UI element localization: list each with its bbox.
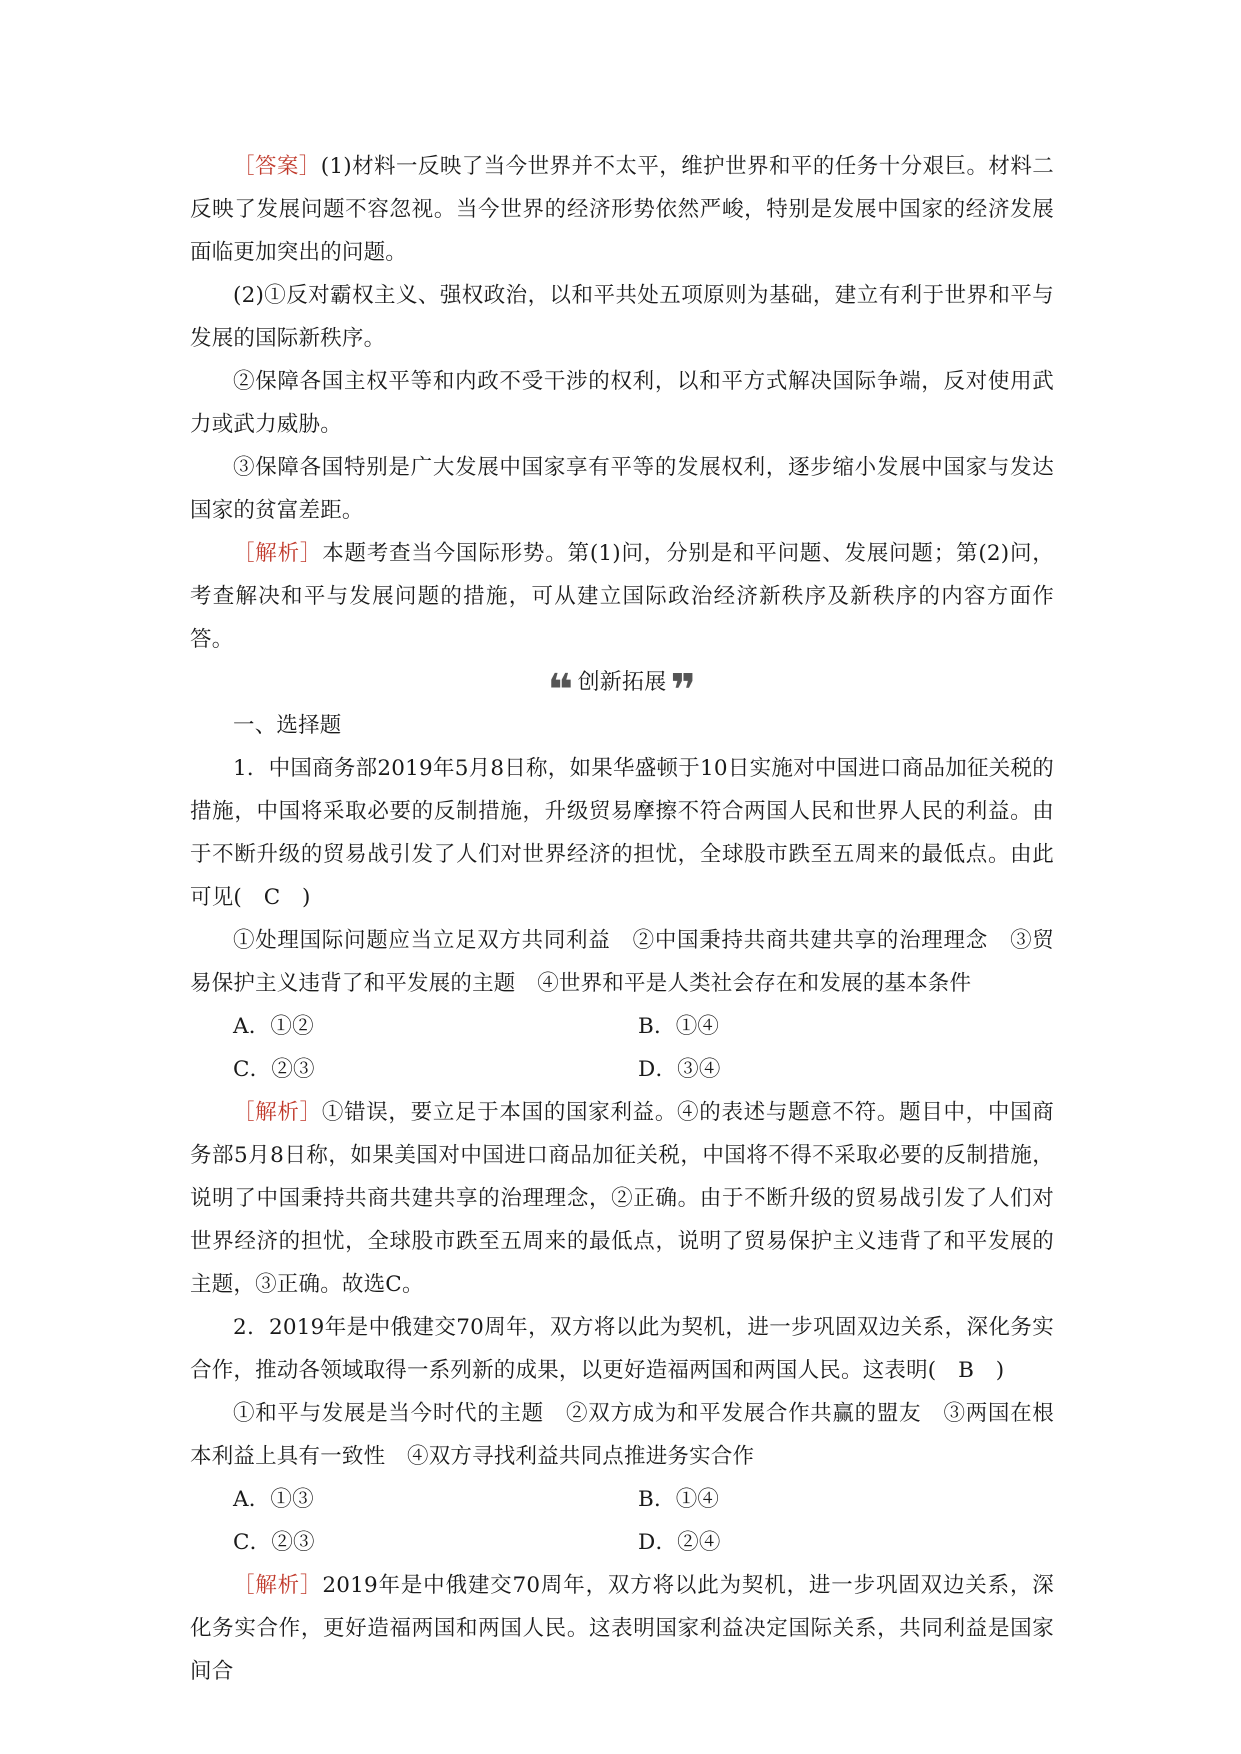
q1-analysis: ［解析］①错误，要立足于本国的国家利益。④的表述与题意不符。题目中，中国商务部5月8日称，如果美国对中国进口商品加征关税，中国将不得不采取必要的反制措施，说明了中国秉持共商共建共享的治理理念，②正确。由于不断升级的贸易战引发了人们对世界经济的担忧，全球股市跌至五周来的最低点，说明了贸易保护主义违背了和平发展的主题，③正确。故选C。 — [190, 1100, 1054, 1297]
answer-part2-b: ②保障各国主权平等和内政不受干涉的权利，以和平方式解决国际争端，反对使用武力或武力威胁。 — [190, 369, 1054, 437]
answer-tag: ［答案］ — [233, 154, 321, 179]
q1-option-b: B．①④ — [638, 1014, 720, 1039]
q1-options-row-2 — [190, 1048, 1054, 1091]
q2-option-a: A．①③ — [233, 1487, 314, 1512]
q2-option-d: D．②④ — [638, 1530, 721, 1555]
analysis-paragraph: ［解析］本题考查当今国际形势。第(1)问，分别是和平问题、发展问题；第(2)问，考查解决和平与发展问题的措施，可从建立国际政治经济新秩序及新秩序的内容方面作答。 — [190, 541, 1054, 652]
q2-options-row-2 — [190, 1521, 1054, 1564]
q2-option-c: C．②③ — [233, 1530, 315, 1555]
close-quote-icon: ❞ — [670, 665, 697, 716]
q2-analysis-tag: ［解析］ — [233, 1573, 323, 1598]
q2-statements: ①和平与发展是当今时代的主题 ②双方成为和平发展合作共赢的盟友 ③两国在根本利益上具有一致性 ④双方寻找利益共同点推进务实合作 — [190, 1401, 1054, 1469]
q2-stem: 2．2019年是中俄建交70周年，双方将以此为契机，进一步巩固双边关系，深化务实合作，推动各领域取得一系列新的成果，以更好造福两国和两国人民。这表明( B ) — [190, 1315, 1054, 1383]
q2-option-b: B．①④ — [638, 1487, 720, 1512]
section-banner-title: 创新拓展 — [577, 670, 667, 695]
section-banner — [190, 661, 1054, 716]
document-body — [190, 145, 1054, 1693]
q1-statements: ①处理国际问题应当立足双方共同利益 ②中国秉持共商共建共享的治理理念 ③贸易保护主义违背了和平发展的主题 ④世界和平是人类社会存在和发展的基本条件 — [190, 928, 1054, 996]
open-quote-icon: ❝ — [547, 665, 574, 716]
q1-analysis-tag: ［解析］ — [233, 1100, 322, 1125]
answer-part1: ［答案］(1)材料一反映了当今世界并不太平，维护世界和平的任务十分艰巨。材料二反映了发展问题不容忽视。当今世界的经济形势依然严峻，特别是发展中国家的经济发展面临更加突出的问题。 — [190, 154, 1054, 265]
analysis-tag: ［解析］ — [233, 541, 323, 566]
q1-options-row-1 — [190, 1005, 1054, 1048]
answer-part2-intro: (2)①反对霸权主义、强权政治，以和平共处五项原则为基础，建立有利于世界和平与发展的国际新秩序。 — [190, 283, 1054, 351]
q2-options-row-1 — [190, 1478, 1054, 1521]
answer-part2-c: ③保障各国特别是广大发展中国家享有平等的发展权利，逐步缩小发展中国家与发达国家的贫富差距。 — [190, 455, 1054, 523]
q1-option-a: A．①② — [233, 1014, 314, 1039]
q1-option-d: D．③④ — [638, 1057, 721, 1082]
q2-analysis: ［解析］2019年是中俄建交70周年，双方将以此为契机，进一步巩固双边关系，深化务实合作，更好造福两国和两国人民。这表明国家利益决定国际关系，共同利益是国家间合 — [190, 1573, 1054, 1684]
section-heading: 一、选择题 — [233, 713, 342, 738]
q1-stem: 1．中国商务部2019年5月8日称，如果华盛顿于10日实施对中国进口商品加征关税的措施，中国将采取必要的反制措施，升级贸易摩擦不符合两国人民和世界人民的利益。由于不断升级的贸易战引发了人们对世界经济的担忧，全球股市跌至五周来的最低点。由此可见( C ) — [190, 756, 1054, 910]
q1-option-c: C．②③ — [233, 1057, 315, 1082]
